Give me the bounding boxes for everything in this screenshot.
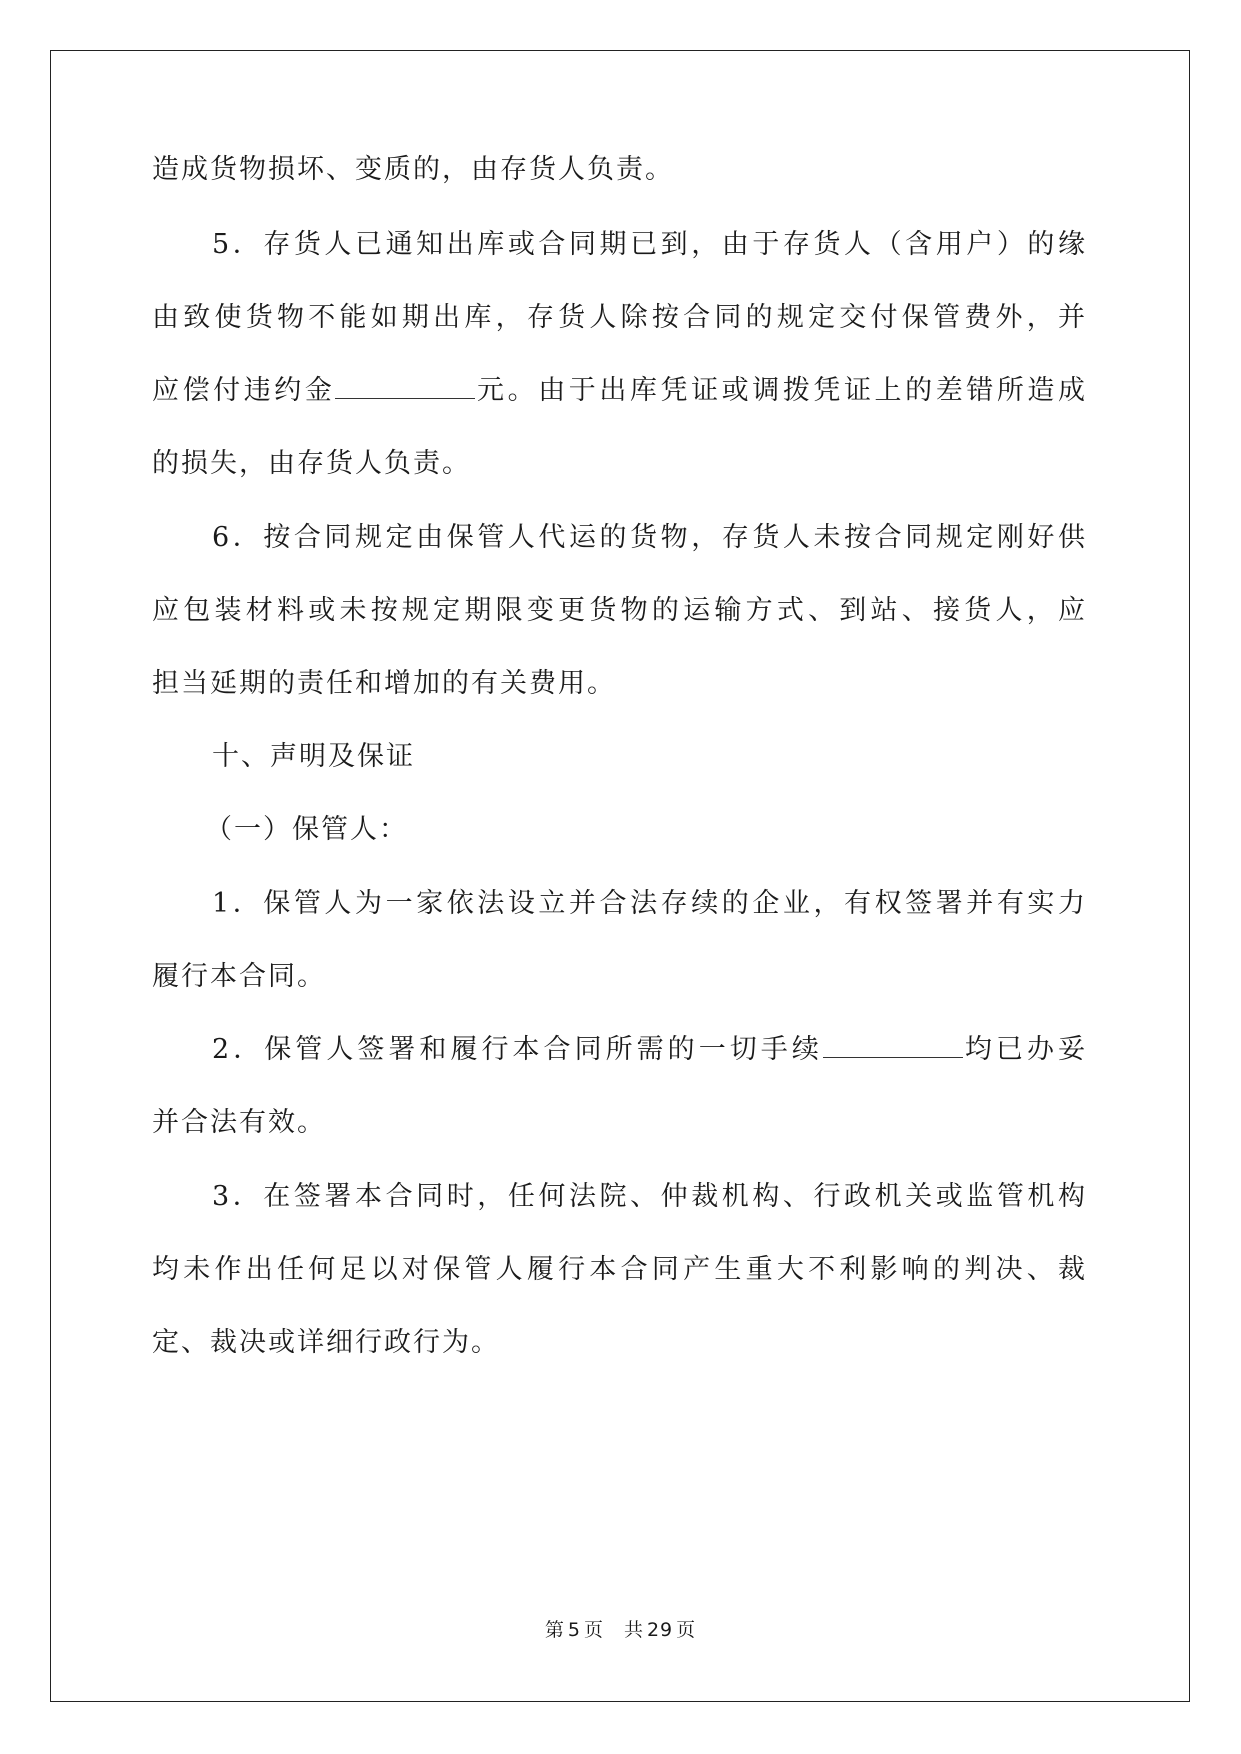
text-line: 的损失，由存货人负责。: [152, 448, 471, 479]
text-line: 1．保管人为一家依法设立并合法存续的企业，有权签署并有实力: [212, 888, 1087, 919]
text-line: [212, 1030, 1087, 1070]
text-line: 造成货物损坏、变质的，由存货人负责。: [152, 154, 674, 185]
total-suffix: 页: [676, 1619, 697, 1641]
fill-in-blank: [823, 1031, 963, 1058]
text-line: 履行本合同。: [152, 961, 326, 992]
total-pages: 29: [646, 1619, 674, 1641]
section-heading: 十、声明及保证: [212, 741, 415, 772]
text-line: 定、裁决或详细行政行为。: [152, 1327, 500, 1358]
text-line: 5．存货人已通知出库或合同期已到，由于存货人（含用户）的缘: [212, 229, 1087, 260]
text-line: 均未作出任何足以对保管人履行本合同产生重大不利影响的判决、裁: [152, 1254, 1087, 1285]
page-number: 5: [567, 1619, 581, 1641]
text-segment: 元。由于出库凭证或调拨凭证上的差错所造成: [475, 375, 1088, 406]
fill-in-blank: [335, 372, 475, 399]
page-prefix: 第: [544, 1619, 565, 1641]
text-line: [152, 371, 1087, 411]
text-line: 由致使货物不能如期出库，存货人除按合同的规定交付保管费外，并: [152, 302, 1087, 333]
text-segment: 2．保管人签署和履行本合同所需的一切手续: [212, 1034, 823, 1065]
text-line: 担当延期的责任和增加的有关费用。: [152, 668, 616, 699]
text-line: 应包装材料或未按规定期限变更货物的运输方式、到站、接货人，应: [152, 595, 1087, 626]
text-segment: 应偿付违约金: [152, 375, 336, 406]
text-segment: 均已办妥: [962, 1034, 1087, 1065]
total-prefix: 共: [623, 1619, 644, 1641]
text-line: 6．按合同规定由保管人代运的货物，存货人未按合同规定刚好供: [212, 522, 1087, 553]
page-suffix: 页: [583, 1619, 604, 1641]
text-line: 并合法有效。: [152, 1107, 326, 1138]
subsection-heading: （一）保管人：: [205, 814, 408, 845]
text-line: 3．在签署本合同时，任何法院、仲裁机构、行政机关或监管机构: [212, 1181, 1087, 1212]
page-footer: [0, 1615, 1241, 1642]
